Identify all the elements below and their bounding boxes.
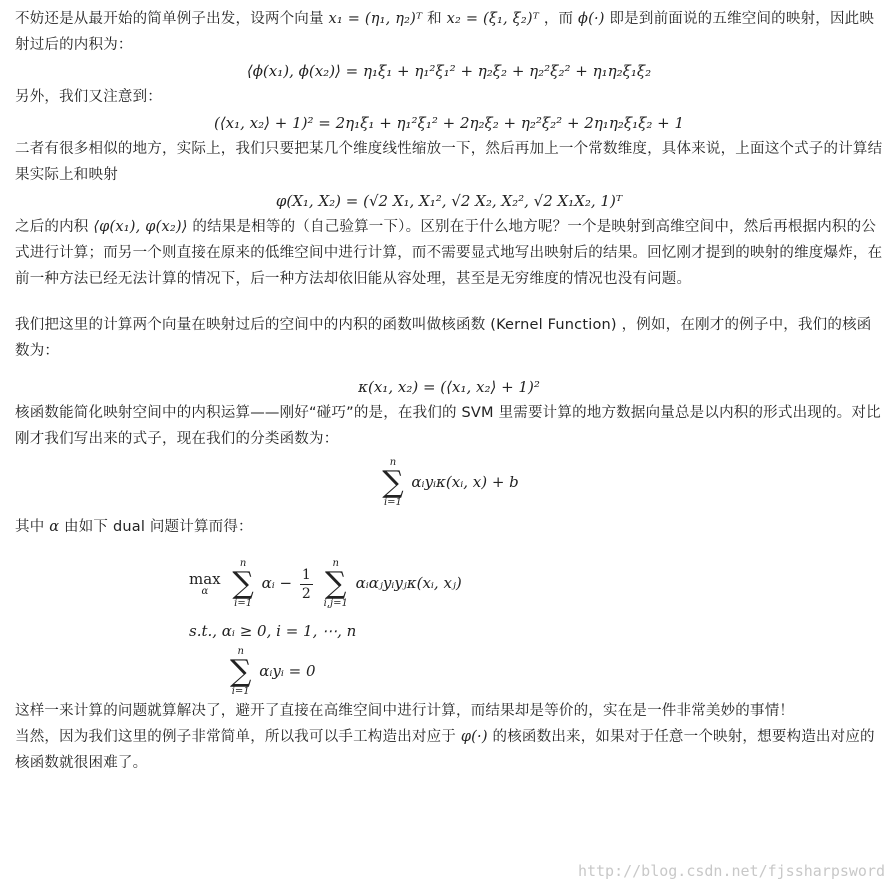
math-x2: x₂ = (ξ₁, ξ₂)ᵀ <box>446 11 540 27</box>
equation-dual-sum-constraint: n ∑ i=1 αᵢyᵢ = 0 <box>230 646 316 697</box>
paragraph-similarity: 二者有很多相似的地方，实际上，我们只要把某几个维度线性缩放一下，然后再加上一个常数维度，具体来说，上面这个式子的计算结果实际上和映射 <box>15 141 883 183</box>
equation-squared-kernel: (⟨x₁, x₂⟩ + 1)² = 2η₁ξ₁ + η₁²ξ₁² + 2η₂ξ₂ + η₂²ξ₂² + 2η₁η₂ξ₁ξ₂ + 1 <box>213 114 685 132</box>
math-inner-varphi: ⟨φ(x₁), φ(x₂)⟩ <box>93 219 188 235</box>
equation-dual-constraint: s.t., αᵢ ≥ 0, i = 1, ⋯, n <box>189 622 357 640</box>
equation-kernel-function: κ(x₁, x₂) = (⟨x₁, x₂⟩ + 1)² <box>358 378 540 396</box>
equation-mapped-inner-product: ⟨ϕ(x₁), ϕ(x₂)⟩ = η₁ξ₁ + η₁²ξ₁² + η₂ξ₂ + η₂²ξ₂² + η₁η₂ξ₁ξ₂ <box>246 62 652 80</box>
math-varphi: φ(·) <box>460 729 488 745</box>
equation-varphi-mapping: φ(X₁, X₂) = (√2 X₁, X₁², √2 X₂, X₂², √2 X₁X₂, 1)ᵀ <box>275 192 623 210</box>
math-x1: x₁ = (η₁, η₂)ᵀ <box>328 11 423 27</box>
summation-symbol: n ∑ i,j=1 <box>323 558 348 609</box>
dual-problem-block <box>189 554 709 698</box>
summation-symbol: n ∑ i=1 <box>230 646 252 697</box>
paragraph-equivalence: 之后的内积 ⟨φ(x₁), φ(x₂)⟩ 的结果是相等的（自己验算一下）。区别在于什么地方呢？一个是映射到高维空间中，然后再根据内积的公式进行计算；而另一个则直接在原来的低维空间中进行计算，而不需要显式地写出映射后的结果。回忆刚才提到的映射的维度爆炸，在前一种方法已经无法计算的情况下，后一种方法却依旧能从容处理，甚至是无穷维度的情况也没有问题。 <box>15 219 883 287</box>
summation-symbol: n ∑ i=1 <box>232 558 254 609</box>
paragraph-dual: 其中 α 由如下 dual 问题计算而得： <box>15 519 253 535</box>
fraction-half: $\frac{1}{2}$ <box>301 566 311 602</box>
article-body <box>15 6 883 776</box>
equation-classification-function: n ∑ i=1 αᵢyᵢκ(xᵢ, x) + b <box>382 457 519 508</box>
paragraph-kernel-definition: 我们把这里的计算两个向量在映射过后的空间中的内积的函数叫做核函数 (Kernel Function) ，例如，在刚才的例子中，我们的核函数为： <box>15 317 872 359</box>
equation-dual-objective: max α n ∑ i=1 αᵢ − $\frac{1}{2}$ n ∑ i,j=1 αᵢαⱼyᵢyⱼκ(xᵢ, xⱼ) <box>189 558 462 609</box>
summation-symbol: n ∑ i=1 <box>382 457 404 508</box>
math-phi: ϕ(·) <box>578 11 605 27</box>
max-operator: max α <box>189 569 221 597</box>
paragraph-intro: 不妨还是从最开始的简单例子出发，设两个向量 x₁ = (η₁, η₂)ᵀ 和 x₂ = (ξ₁, ξ₂)ᵀ ，而 ϕ(·) 即是到前面说的五维空间的映射，因此映射过后的内积为： <box>15 11 875 53</box>
paragraph-conclusion: 这样一来计算的问题就算解决了，避开了直接在高维空间中进行计算，而结果却是等价的，实在是一件非常美妙的事情！ <box>15 703 795 719</box>
paragraph-classifier: 核函数能简化映射空间中的内积运算——刚好“碰巧”的是，在我们的 SVM 里需要计算的地方数据向量总是以内积的形式出现的。对比刚才我们写出来的式子，现在我们的分类函数为： <box>15 405 881 447</box>
math-alpha: α <box>49 519 60 535</box>
watermark: http://blog.csdn.net/fjssharpsword <box>577 862 885 880</box>
paragraph-caveat: 当然，因为我们这里的例子非常简单，所以我可以手工构造出对应于 φ(·) 的核函数出来，如果对于任意一个映射，想要构造出对应的核函数就很困难了。 <box>15 729 875 771</box>
paragraph-notice: 另外，我们又注意到： <box>15 89 162 105</box>
